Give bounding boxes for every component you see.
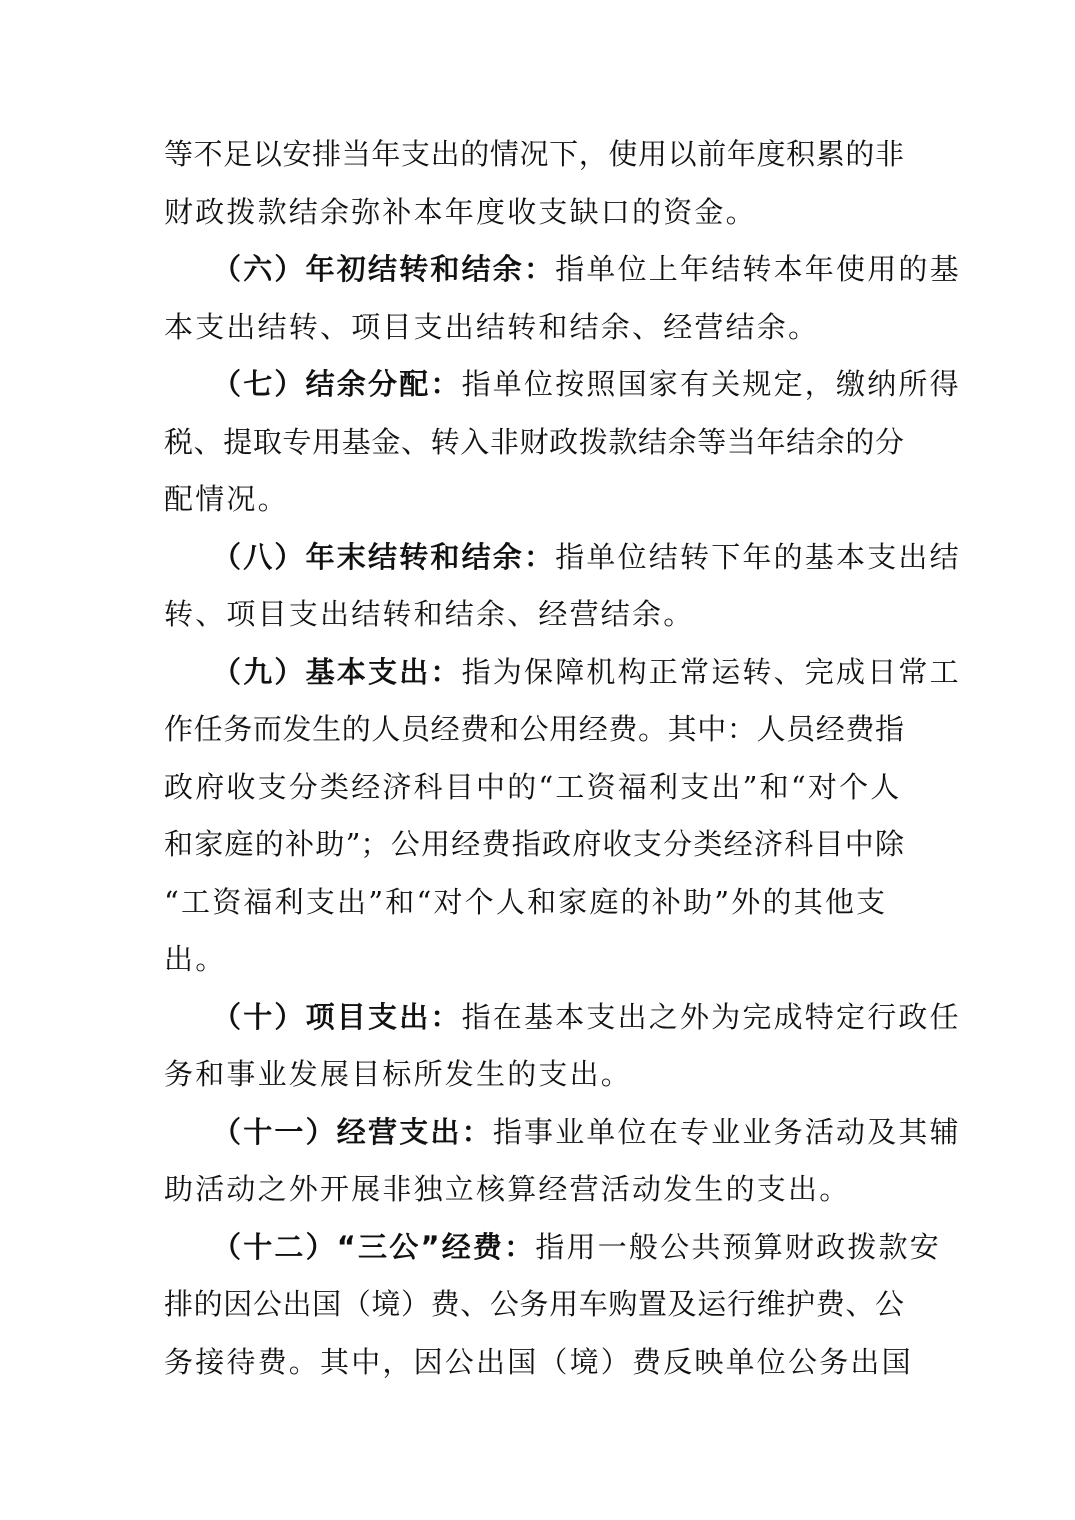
paragraph-line [164,701,904,759]
document-page [164,126,961,1391]
term-label: （十）项目支出： [212,999,462,1034]
line-text: 务和事业发展目标所发生的支出。 [164,1057,633,1091]
line-text: 本支出结转、项目支出结转和结余、经营结余。 [164,309,820,344]
line-text: 税、提取专用基金、转入非财政拨款结余等当年结余的分 [164,424,904,459]
line-text: 配情况。 [164,482,289,516]
paragraph-line [164,1334,913,1392]
term-label: （六）年初结转和结余： [212,252,556,286]
line-text: 助活动之外开展非独立核算经营活动发生的支出。 [164,1172,851,1206]
line-text: 指事业单位在专业业务活动及其辅 [492,1114,961,1149]
line-text: 指单位结转下年的基本支出结 [555,539,961,574]
paragraph-line [164,1046,904,1104]
paragraph-line [164,759,904,817]
paragraph-line [164,471,904,529]
paragraph-line [164,414,904,472]
line-text: 出。 [164,942,227,976]
definition-line-10 [164,989,961,1047]
line-text: 指用一般公共预算财政拨款安 [535,1229,941,1264]
term-label: （十一）经营支出： [212,1114,493,1149]
definition-line-12 [164,1219,941,1277]
term-label: （九）基本支出： [212,654,462,689]
line-text: 财政拨款结余弥补本年度收支缺口的资金。 [164,194,757,229]
line-text: 转、项目支出结转和结余、经营结余。 [164,597,695,631]
line-text: 务接待费。其中，因公出国（境）费反映单位公务出国 [164,1344,913,1379]
line-text: 指单位上年结转本年使用的基 [555,252,961,286]
paragraph-line [164,874,904,932]
line-text: 指单位按照国家有关规定，缴纳所得 [461,367,961,401]
line-text: 和家庭的补助”；公用经费指政府收支分类经济科目中除 [164,827,904,861]
definition-line-9 [164,644,961,702]
line-text: “工资福利支出”和“对个人和家庭的补助”外的其他支 [164,884,888,919]
line-text: 政府收支分类经济科目中的“工资福利支出”和“对个人 [164,769,902,804]
term-label: （十二）“三公”经费： [212,1229,536,1264]
line-text: 指在基本支出之外为完成特定行政任 [461,999,961,1034]
line-text: 排的因公出国（境）费、公务用车购置及运行维护费、公 [164,1287,904,1321]
definition-line-6 [164,241,961,299]
definition-line-11 [164,1104,961,1162]
line-text: 作任务而发生的人员经费和公用经费。其中：人员经费指 [164,712,904,746]
paragraph-line [164,126,904,184]
paragraph-line [164,816,904,874]
line-text: 指为保障机构正常运转、完成日常工 [461,654,961,689]
paragraph-line [164,299,904,357]
paragraph-line [164,1161,904,1219]
paragraph-line [164,931,904,989]
term-label: （八）年末结转和结余： [212,539,556,574]
paragraph-line [164,1276,904,1334]
line-text: 等不足以安排当年支出的情况下，使用以前年度积累的非 [164,137,904,171]
definition-line-7 [164,356,961,414]
paragraph-line [164,586,904,644]
definition-line-8 [164,529,961,587]
term-label: （七）结余分配： [212,367,462,401]
paragraph-line [164,184,904,242]
